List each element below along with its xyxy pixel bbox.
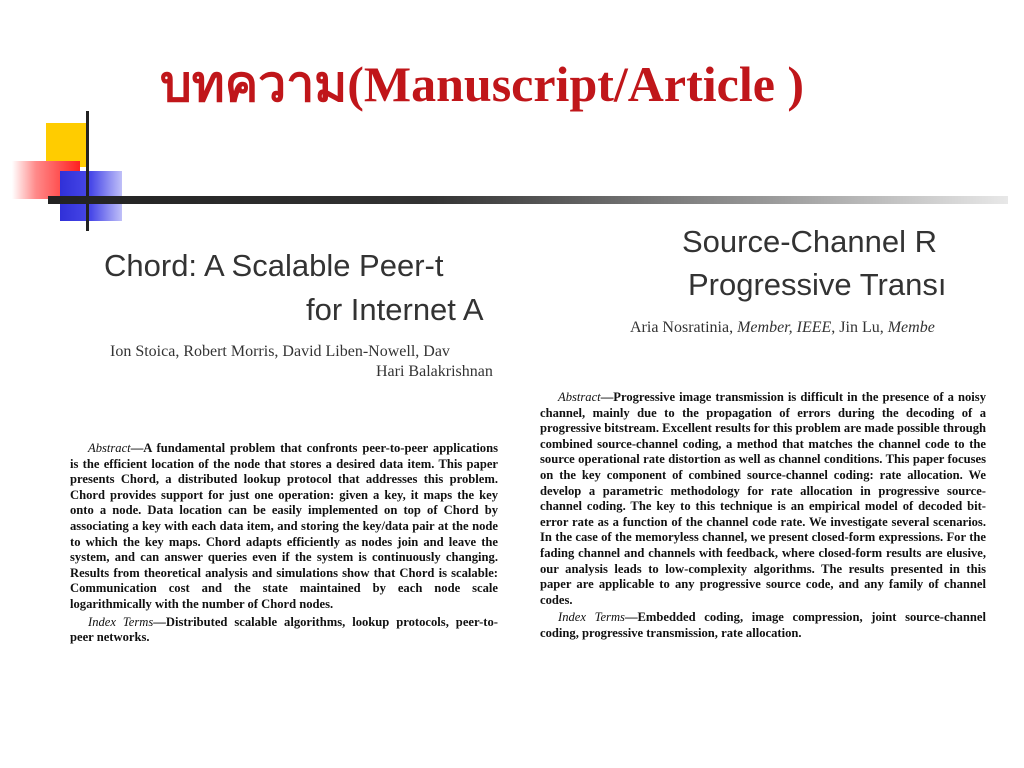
abstract-label: Abstract: [88, 441, 131, 455]
paper-excerpt-source-channel: [536, 220, 998, 710]
logo-vertical-line: [86, 111, 89, 231]
author-membership-2: Membe: [887, 319, 935, 336]
paper-title-line1: Source-Channel R: [682, 224, 938, 259]
paper-title-line1: Chord: A Scalable Peer-t: [104, 248, 444, 283]
title-divider-line: [48, 196, 1008, 204]
author-name: Aria Nosratinia,: [630, 319, 738, 336]
paper-authors-line2: Hari Balakrishnan: [376, 363, 493, 380]
index-terms-label: Index Terms: [558, 610, 625, 625]
author-name-2: , Jin Lu,: [831, 319, 888, 336]
abstract-label: Abstract: [558, 390, 601, 404]
paper-title-line2: Progressive Transı: [688, 267, 947, 302]
paper-title-line2: for Internet A: [306, 292, 484, 327]
index-terms-label: Index Terms: [88, 614, 154, 629]
paper-authors: [630, 318, 935, 338]
abstract-text: —Progressive image transmission is difficult in the presence of a noisy channel, mainly due to the propagation of errors during the decoding of a progressive bitstream. Excellent results for this problem are made possible through combined source-channel coding, a method that matches the channel code to the source operational rate distortion as well as channel conditions. This paper focuses on the key component of combined source-channel coding: rate allocation. We develop a parametric methodology for rate allocation in progressive source-channel coding. The key to this technique is an empirical model of decoded bit-error rate as a function of the channel code rate. We investigate several scenarios. In the case of the memoryless channel, we present closed-form expressions. For the fading channel and channels with feedback, where closed-form results are elusive, our analysis leads to low-complexity algorithms. The results presented in this paper are applicable to any progressive source code, and any family of channel codes.: [540, 390, 986, 607]
paper-abstract: [540, 390, 986, 608]
abstract-text: —A fundamental problem that confronts peer-to-peer applications is the efficient location of the node that stores a desired data item. This paper presents Chord, a distributed lookup protocol that addresses this problem. Chord provides support for just one operation: given a key, it maps the key onto a node. Data location can be easily implemented on top of Chord by associating a key with each data item, and storing the key/data pair at the node to which the key maps. Chord adapts efficiently as nodes join and leave the system, and can answer queries even if the system is continuously changing. Results from theoretical analysis and simulations show that Chord is scalable: Communication cost and the state maintained by each node scale logarithmically with the number of Chord nodes.: [70, 441, 498, 611]
paper-excerpt-chord: [66, 238, 508, 708]
paper-abstract: [70, 441, 498, 613]
decorative-logo: [0, 105, 1024, 235]
author-membership: Member, IEEE: [737, 319, 832, 336]
slide-title: บทความ(Manuscript/Article ): [160, 56, 805, 112]
paper-index-terms: [540, 610, 986, 641]
paper-authors-line1: Ion Stoica, Robert Morris, David Liben-Nowell, Dav: [110, 343, 450, 360]
paper-index-terms: [70, 615, 498, 646]
index-terms-text: —Distributed scalable algorithms, lookup protocols, peer-to-peer networks.: [70, 614, 498, 645]
index-terms-text: —Embedded coding, image compression, joint source-channel coding, progressive transmission, rate allocation.: [540, 610, 986, 640]
